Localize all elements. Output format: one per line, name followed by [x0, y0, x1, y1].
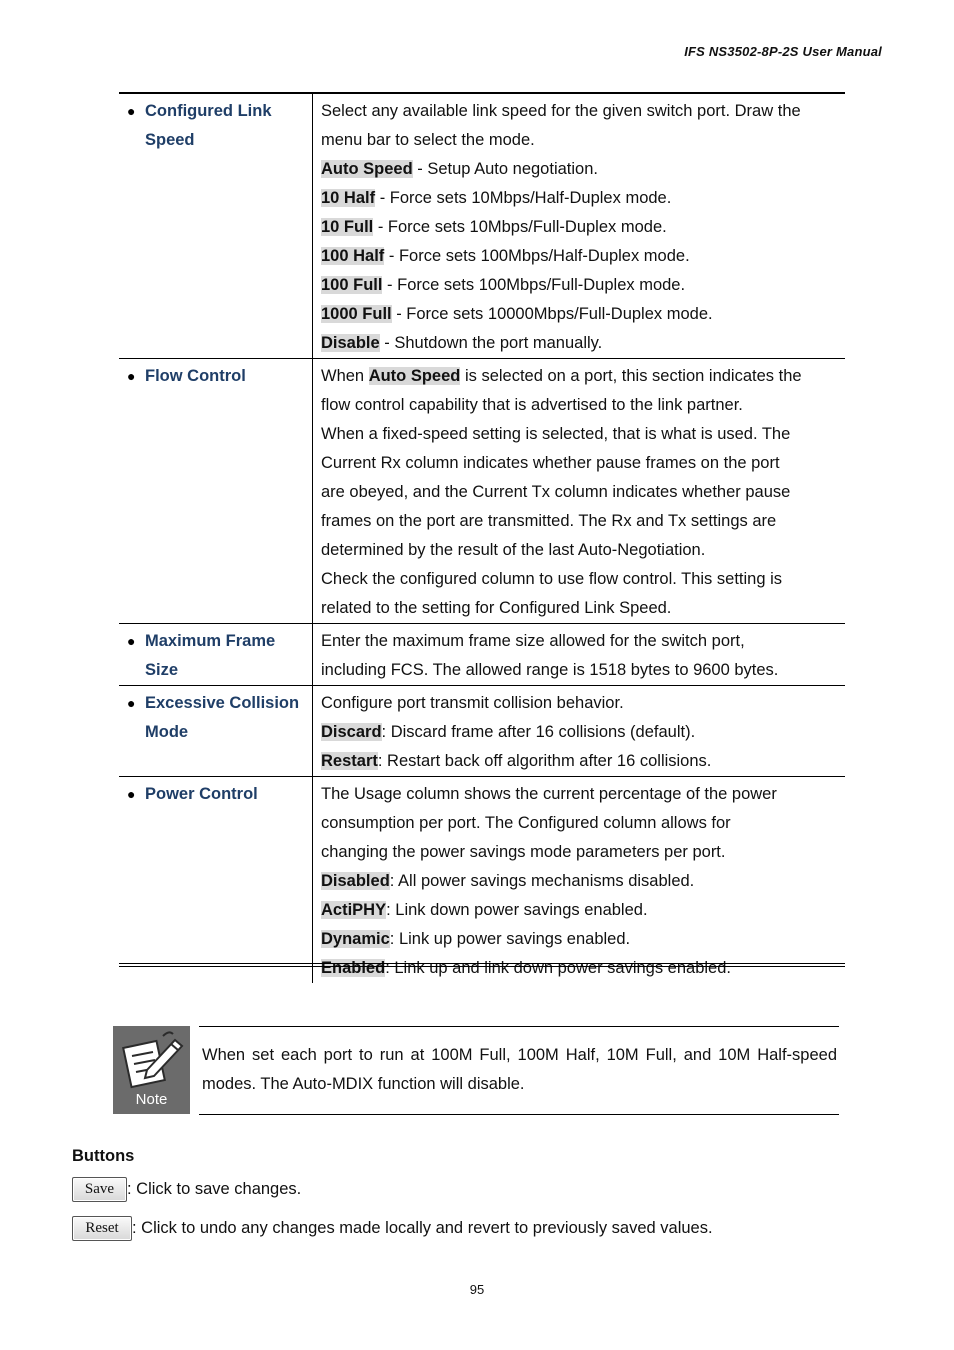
table-row — [119, 94, 845, 359]
parameter-term: Configured Link Speed — [145, 102, 272, 149]
parameter-description: When Auto Speed is selected on a port, this section indicates the flow control capability that is advertised to the link partner. When a fixed-speed setting is selected, that is what is used. The Current Rx column indicates whether pause frames on the port are obeyed, and the Current Tx column indicates whether pause frames on the port are transmitted. The Rx and Tx settings are determined by the result of the last Auto-Negotiation. Check the configured column to use flow control. This setting is related to the setting for Configured Link Speed. — [321, 367, 802, 617]
bullet-icon: ● — [127, 695, 136, 711]
note-top-rule — [199, 1026, 839, 1027]
bullet-icon: ● — [127, 368, 136, 384]
note-text: When set each port to run at 100M Full, 100M Half, 10M Full, and 10M Half-speed modes. The Auto-MDIX function will disable. — [202, 1046, 837, 1093]
save-button-description: : Click to save changes. — [127, 1180, 302, 1198]
save-button[interactable]: Save — [72, 1177, 127, 1202]
parameter-term: Flow Control — [145, 367, 246, 385]
table-row — [119, 359, 845, 624]
buttons-title: Buttons — [72, 1147, 135, 1165]
reset-button[interactable]: Reset — [72, 1216, 132, 1241]
reset-button-description: : Click to undo any changes made locally and revert to previously saved values. — [132, 1219, 713, 1237]
parameter-term: Maximum Frame Size — [145, 632, 276, 679]
parameter-description: The Usage column shows the current percentage of the power consumption per port. The Configured column allows for changing the power savings mode parameters per port. Disabled: All power savings mechanisms disabled. ActiPHY: Link down power savings enabled. Dynamic: Link up power savings enabled. Enabled: Link up and link down power savings enabled. — [321, 785, 777, 977]
table-row — [119, 777, 845, 983]
parameter-description: Select any available link speed for the given switch port. Draw the menu bar to select the mode. Auto Speed - Setup Auto negotiation. 10 Half - Force sets 10Mbps/Half-Duplex mode. 10 Full - Force sets 10Mbps/Full-Duplex mode. 100 Half - Force sets 100Mbps/Half-Duplex mode. 100 Full - Force sets 100Mbps/Full-Duplex mode. 1000 Full - Force sets 10000Mbps/Full-Duplex mode. Disable - Shutdown the port manually. — [321, 102, 801, 352]
page-number: 95 — [469, 1282, 485, 1297]
reset-button-description-line — [72, 1216, 713, 1241]
save-button-description-line — [72, 1177, 301, 1202]
note-bottom-rule — [199, 1114, 839, 1115]
table-row — [119, 624, 845, 686]
table-row — [119, 686, 845, 777]
parameter-term: Power Control — [145, 785, 258, 803]
note-label: Note — [135, 1091, 168, 1108]
parameter-term: Excessive Collision Mode — [145, 694, 300, 741]
bullet-icon: ● — [127, 786, 136, 802]
parameter-description: Configure port transmit collision behavior. Discard: Discard frame after 16 collisions (default). Restart: Restart back off algorithm after 16 collisions. — [321, 694, 712, 770]
note-pencil-icon — [113, 1026, 190, 1114]
table-bottom-rule — [119, 963, 845, 967]
parameter-table — [119, 92, 845, 983]
bullet-icon: ● — [127, 633, 136, 649]
page-header: IFS NS3502-8P-2S User Manual — [684, 44, 882, 59]
parameter-description: Enter the maximum frame size allowed for the switch port, including FCS. The allowed range is 1518 bytes to 9600 bytes. — [321, 632, 779, 679]
bullet-icon: ● — [127, 103, 136, 119]
